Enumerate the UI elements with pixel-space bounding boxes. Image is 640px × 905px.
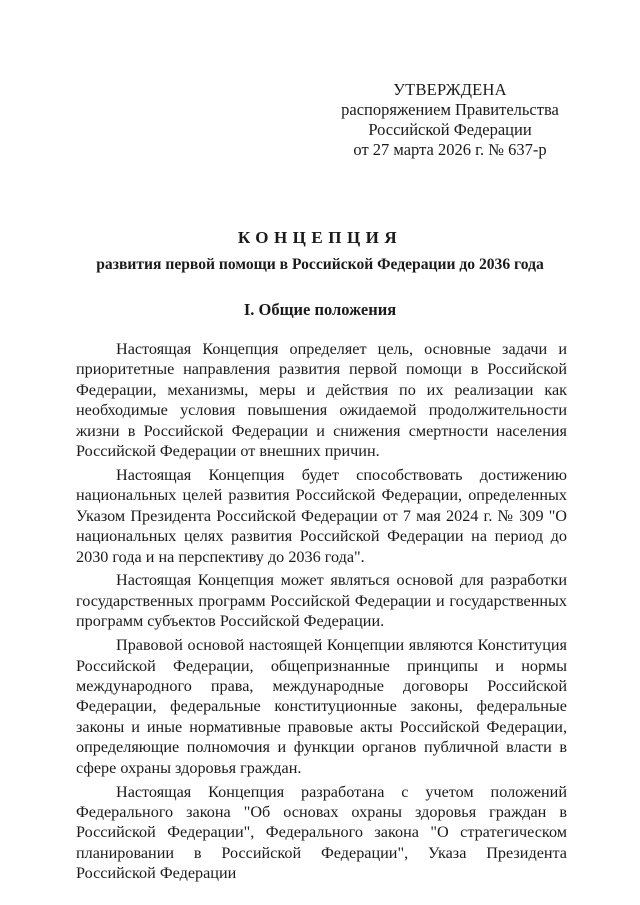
document-title-block	[70, 228, 570, 275]
paragraph: Настоящая Концепция определяет цель, основные задачи и приоритетные направления развития первой помощи в Российской Федерации, механизмы, меры и действия по их реализации как необходимые условия повышения ожидаемой продолжительности жизни в Российской Федерации и снижения смертности населения Российской Федерации от внешних причин.	[76, 340, 567, 461]
approval-heading: УТВЕРЖДЕНА	[393, 80, 507, 99]
paragraph: Правовой основой настоящей Концепции являются Конституция Российской Федерации, общепризнанные принципы и нормы международного права, международные договоры Российской Федерации, федеральные конституционные законы, федеральные законы и иные нормативные правовые акты Российской Федерации, определяющие полномочия и функции органов публичной власти в сфере охраны здоровья граждан.	[76, 636, 567, 777]
paragraph: Настоящая Концепция будет способствовать достижению национальных целей развития Российской Федерации, определенных Указом Президента Российской Федерации от 7 мая 2024 г. № 309 "О национальных целях развития Российской Федерации на период до 2030 года и на перспективу до 2036 года".	[76, 465, 567, 566]
paragraph: Настоящая Концепция разработана с учетом положений Федерального закона "Об основах охраны здоровья граждан в Российской Федерации", Федерального закона "О стратегическом планировании в Российской Федерации", Указа Президента Российской Федерации	[76, 782, 567, 883]
paragraph: Настоящая Концепция может являться основой для разработки государственных программ Российской Федерации и государственных программ субъектов Российской Федерации.	[76, 571, 567, 631]
approval-stamp	[330, 80, 570, 160]
document-subtitle: развития первой помощи в Российской Федерации до 2036 года	[96, 256, 544, 273]
approval-line: Российской Федерации	[368, 120, 532, 139]
approval-line: распоряжением Правительства	[341, 100, 559, 119]
document-body	[76, 339, 567, 887]
approval-date: от 27 марта 2026 г. № 637-р	[353, 140, 547, 159]
section-heading: I. Общие положения	[243, 300, 397, 319]
document-title: КОНЦЕПЦИЯ	[237, 228, 403, 247]
